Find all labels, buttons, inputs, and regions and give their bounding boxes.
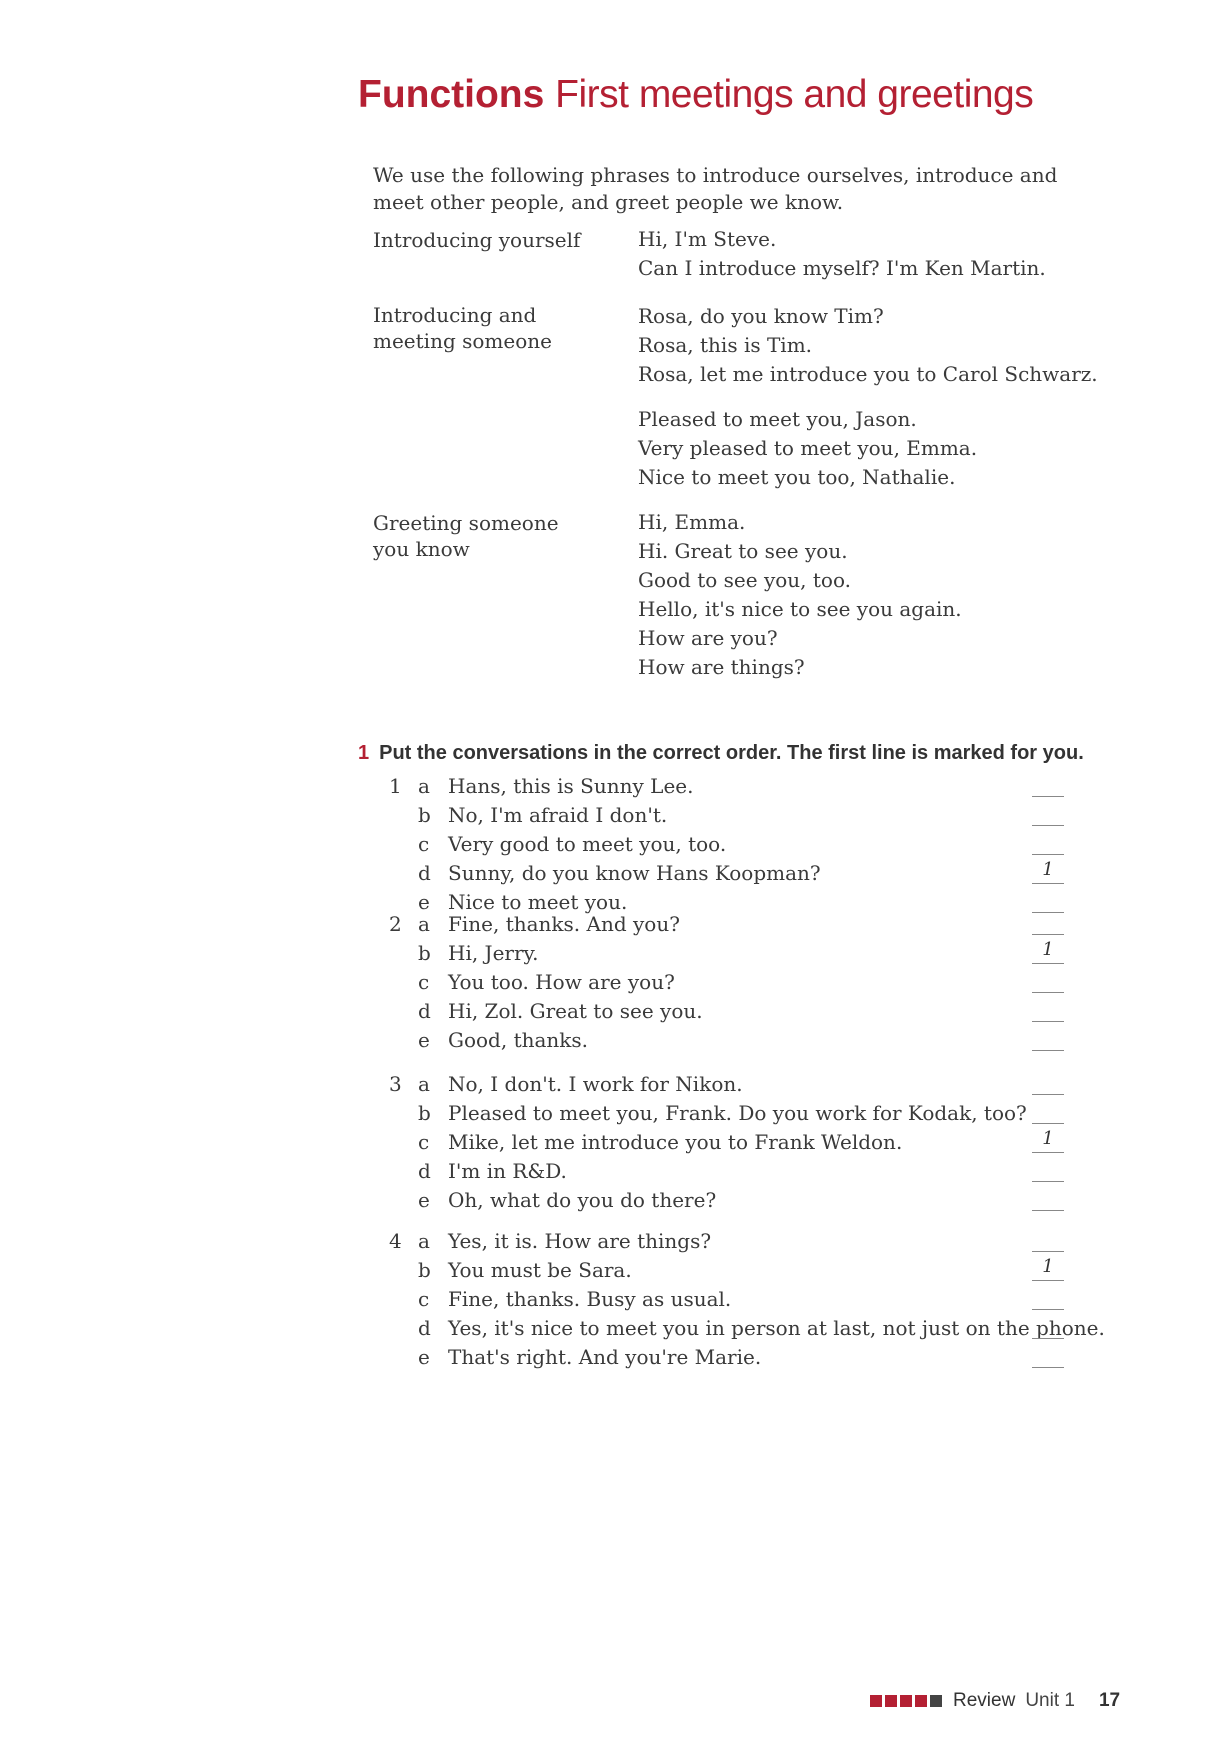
answer-blank[interactable]: 1	[1032, 1256, 1064, 1281]
answer-blank[interactable]	[1032, 801, 1064, 826]
exercise-heading	[358, 742, 1084, 765]
line-text: Oh, what do you do there?	[448, 1188, 717, 1212]
answer-blank[interactable]	[1032, 1070, 1064, 1095]
line-letter: a	[418, 912, 430, 936]
exercise-line	[0, 1157, 1211, 1186]
label-greeting	[373, 510, 559, 562]
line-text: Hi, Jerry.	[448, 941, 539, 965]
exercise-line	[0, 1070, 1211, 1099]
phrase-line: Rosa, do you know Tim?	[638, 304, 884, 328]
label-line: meeting someone	[373, 329, 552, 353]
label-introducing-meeting	[373, 302, 552, 354]
phrase-line: Hi, I'm Steve.	[638, 227, 777, 251]
exercise-line	[0, 1285, 1211, 1314]
phrase-line: Rosa, let me introduce you to Carol Schwarz.	[638, 362, 1098, 386]
answer-blank[interactable]: 1	[1032, 859, 1064, 884]
phrases-greeting	[638, 508, 962, 682]
line-text: Very good to meet you, too.	[448, 832, 727, 856]
line-text: No, I don't. I work for Nikon.	[448, 1072, 743, 1096]
line-letter: e	[418, 1188, 430, 1212]
line-letter: d	[418, 1316, 431, 1340]
answer-blank[interactable]	[1032, 1099, 1064, 1124]
answer-blank[interactable]	[1032, 1227, 1064, 1252]
exercise-line	[0, 1343, 1211, 1372]
footer-square-icon	[870, 1695, 882, 1707]
page-footer	[870, 1690, 1120, 1712]
line-text: Nice to meet you.	[448, 890, 628, 914]
line-text: That's right. And you're Marie.	[448, 1345, 762, 1369]
phrase-line: Very pleased to meet you, Emma.	[638, 436, 978, 460]
line-text: Good, thanks.	[448, 1028, 589, 1052]
line-text: Mike, let me introduce you to Frank Weldon.	[448, 1130, 903, 1154]
exercise-line	[0, 1227, 1211, 1256]
line-letter: a	[418, 1072, 430, 1096]
exercise-line	[0, 1099, 1211, 1128]
exercise-line	[0, 1186, 1211, 1215]
line-letter: c	[418, 1130, 430, 1154]
exercise-number: 1	[358, 742, 370, 764]
line-text: Pleased to meet you, Frank. Do you work for Kodak, too?	[448, 1101, 1027, 1125]
line-text: Hi, Zol. Great to see you.	[448, 999, 703, 1023]
label-line: you know	[373, 537, 470, 561]
page-title	[358, 74, 1033, 117]
line-text: No, I'm afraid I don't.	[448, 803, 668, 827]
line-letter: a	[418, 1229, 430, 1253]
footer-square-icon	[915, 1695, 927, 1707]
line-letter: a	[418, 774, 430, 798]
exercise-line	[0, 772, 1211, 801]
label-line: Greeting someone	[373, 511, 559, 535]
footer-unit: Unit 1	[1025, 1690, 1075, 1711]
phrase-line: Hi. Great to see you.	[638, 539, 848, 563]
line-text: Hans, this is Sunny Lee.	[448, 774, 694, 798]
label-introducing-yourself	[373, 227, 580, 253]
line-text: Sunny, do you know Hans Koopman?	[448, 861, 821, 885]
conversation-number: 4	[389, 1229, 402, 1253]
conversation-number: 1	[389, 774, 402, 798]
answer-blank[interactable]	[1032, 772, 1064, 797]
line-letter: d	[418, 999, 431, 1023]
exercise-line	[0, 968, 1211, 997]
exercise-line	[0, 1256, 1211, 1285]
exercise-line	[0, 1026, 1211, 1055]
answer-blank[interactable]: 1	[1032, 939, 1064, 964]
exercise-line	[0, 939, 1211, 968]
line-letter: e	[418, 1028, 430, 1052]
title-functions: Functions	[358, 73, 545, 116]
line-text: Fine, thanks. And you?	[448, 912, 680, 936]
exercise-line	[0, 859, 1211, 888]
exercise-line	[0, 1314, 1211, 1343]
phrase-line: Good to see you, too.	[638, 568, 852, 592]
phrase-line: Nice to meet you too, Nathalie.	[638, 465, 956, 489]
phrase-line: Hi, Emma.	[638, 510, 746, 534]
conversation-number: 3	[389, 1072, 402, 1096]
line-letter: b	[418, 803, 431, 827]
phrase-line: Can I introduce myself? I'm Ken Martin.	[638, 256, 1046, 280]
line-letter: c	[418, 970, 430, 994]
answer-blank[interactable]	[1032, 1285, 1064, 1310]
answer-blank[interactable]	[1032, 997, 1064, 1022]
intro-paragraph: We use the following phrases to introduce ourselves, introduce and meet other people, and greet people we know.	[373, 163, 1058, 214]
line-letter: c	[418, 1287, 430, 1311]
phrase-line: How are things?	[638, 655, 805, 679]
phrase-line: Hello, it's nice to see you again.	[638, 597, 962, 621]
conversation-number: 2	[389, 912, 402, 936]
exercise-line	[0, 997, 1211, 1026]
label-line: Introducing and	[373, 303, 537, 327]
answer-blank[interactable]	[1032, 1157, 1064, 1182]
line-letter: e	[418, 890, 430, 914]
title-topic: First meetings and greetings	[555, 73, 1034, 116]
line-letter: e	[418, 1345, 430, 1369]
footer-square-icon	[930, 1695, 942, 1707]
line-letter: c	[418, 832, 430, 856]
line-text: Yes, it is. How are things?	[448, 1229, 712, 1253]
exercise-line	[0, 801, 1211, 830]
answer-blank[interactable]	[1032, 910, 1064, 935]
answer-blank[interactable]	[1032, 1026, 1064, 1051]
exercise-line	[0, 830, 1211, 859]
phrases-meeting-responses	[638, 405, 977, 492]
footer-review: Review	[953, 1690, 1016, 1711]
line-letter: b	[418, 941, 431, 965]
phrases-introducing-meeting	[638, 302, 1098, 389]
phrase-line: Rosa, this is Tim.	[638, 333, 813, 357]
phrase-line: How are you?	[638, 626, 778, 650]
exercise-instruction: Put the conversations in the correct order. The first line is marked for you.	[379, 742, 1084, 764]
exercise-line	[0, 910, 1211, 939]
line-text: Yes, it's nice to meet you in person at last, not just on the phone.	[448, 1316, 1105, 1340]
answer-blank[interactable]	[1032, 1186, 1064, 1211]
line-letter: d	[418, 861, 431, 885]
answer-blank[interactable]	[1032, 1314, 1064, 1339]
line-letter: d	[418, 1159, 431, 1183]
answer-blank[interactable]: 1	[1032, 1128, 1064, 1153]
exercise-line	[0, 1128, 1211, 1157]
line-letter: b	[418, 1258, 431, 1282]
line-text: I'm in R&D.	[448, 1159, 567, 1183]
line-text: You must be Sara.	[448, 1258, 632, 1282]
answer-blank[interactable]	[1032, 1343, 1064, 1368]
page-number: 17	[1098, 1690, 1121, 1711]
footer-square-icon	[885, 1695, 897, 1707]
phrase-line: Pleased to meet you, Jason.	[638, 407, 917, 431]
answer-blank[interactable]	[1032, 830, 1064, 855]
label-line: Introducing yourself	[373, 228, 581, 252]
answer-blank[interactable]	[1032, 968, 1064, 993]
phrases-introducing-yourself	[638, 225, 1046, 283]
line-letter: b	[418, 1101, 431, 1125]
line-text: Fine, thanks. Busy as usual.	[448, 1287, 732, 1311]
line-text: You too. How are you?	[448, 970, 675, 994]
footer-square-icon	[900, 1695, 912, 1707]
